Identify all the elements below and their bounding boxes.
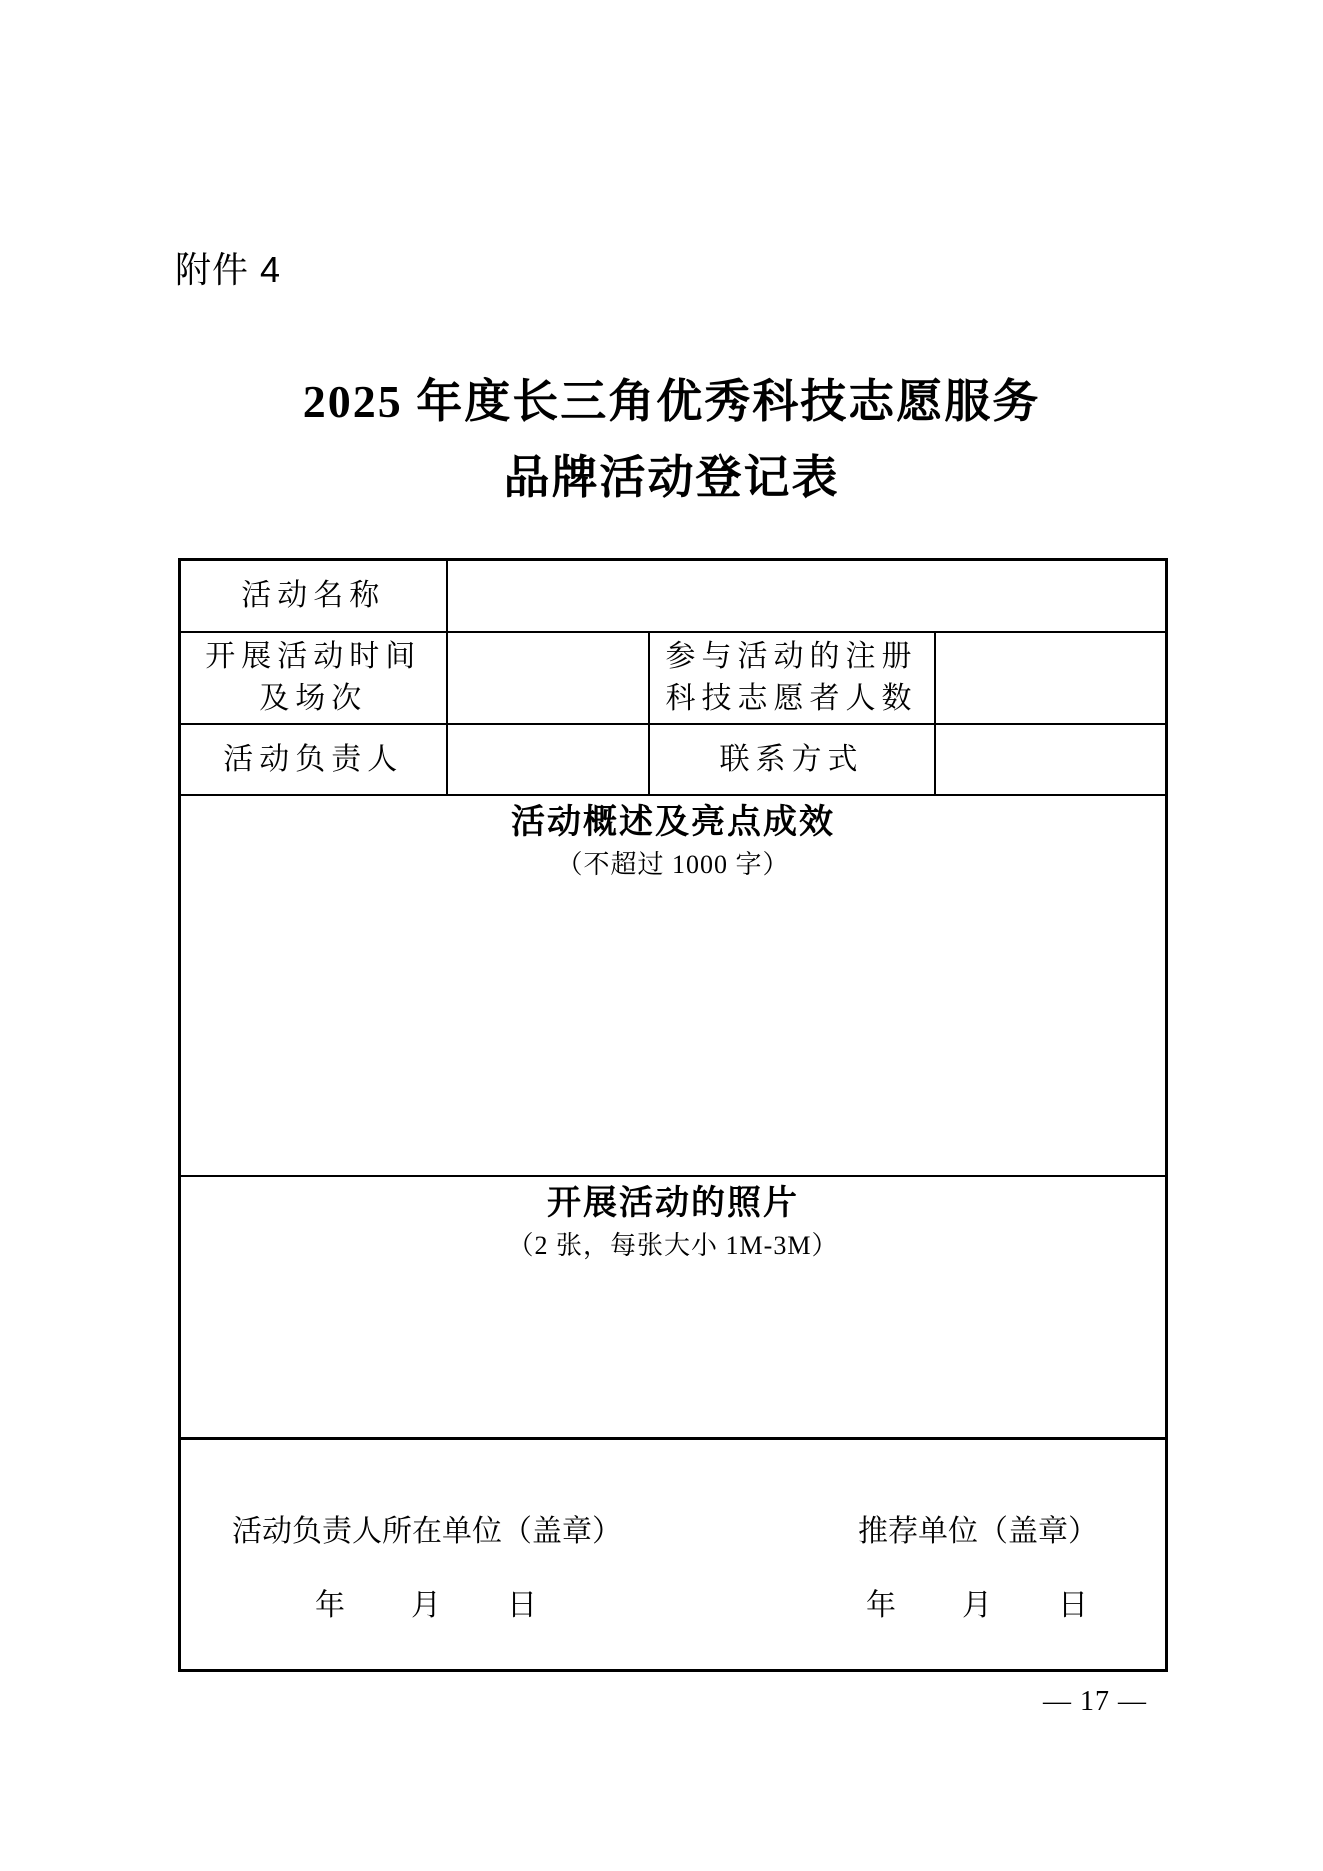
- row-activity-name: [180, 560, 1167, 633]
- document-title-line2: 品牌活动登记表: [503, 452, 840, 503]
- leader-label: 活动负责人: [180, 724, 447, 795]
- signature-right-date-label: 年 月 日: [866, 1589, 1091, 1622]
- contact-value-cell: [935, 724, 1167, 795]
- signature-left-date-label: 年 月 日: [315, 1589, 539, 1622]
- signatures-cell: [180, 1439, 1167, 1671]
- row-leader-contact: [180, 724, 1167, 795]
- signature-right-unit-label: 推荐单位（盖章）: [858, 1515, 1099, 1548]
- photos-note: （2 张，每张大小 1M-3M）: [507, 1231, 839, 1260]
- volunteer-count-label-line2: 科技志愿者人数: [665, 682, 918, 715]
- activity-name-label: 活动名称: [180, 560, 447, 633]
- leader-value-cell: [447, 724, 649, 795]
- volunteer-count-value-cell: [935, 632, 1167, 724]
- photos-section: [180, 1176, 1167, 1439]
- row-activity-time: [180, 632, 1167, 724]
- volunteer-count-label: [649, 632, 935, 724]
- row-signatures: [180, 1439, 1167, 1671]
- volunteer-count-label-line1: 参与活动的注册: [665, 640, 918, 673]
- overview-heading: 活动概述及亮点成效: [511, 803, 835, 841]
- activity-time-label-line1: 开展活动时间: [205, 640, 422, 673]
- row-overview: [180, 795, 1167, 1176]
- activity-name-value-cell: [447, 560, 1167, 633]
- activity-time-label: [180, 632, 447, 724]
- document-title-line1: 2025 年度长三角优秀科技志愿服务: [302, 376, 1041, 427]
- contact-label: 联系方式: [649, 724, 935, 795]
- activity-time-label-line2: 及场次: [259, 682, 368, 715]
- overview-note: （不超过 1000 字）: [556, 850, 790, 879]
- row-photos: [180, 1176, 1167, 1439]
- attachment-label: 附件 4: [175, 249, 282, 290]
- overview-section: [180, 795, 1167, 1176]
- signature-right-block: [791, 1512, 1165, 1626]
- document-title: [178, 364, 1165, 516]
- signature-left-unit-label: 活动负责人所在单位（盖章）: [232, 1515, 622, 1548]
- photos-heading: 开展活动的照片: [547, 1184, 799, 1222]
- activity-time-value-cell: [447, 632, 649, 724]
- registration-form-table: [178, 558, 1168, 1672]
- page-number: — 17 —: [1043, 1686, 1147, 1717]
- signature-left-block: [181, 1512, 673, 1626]
